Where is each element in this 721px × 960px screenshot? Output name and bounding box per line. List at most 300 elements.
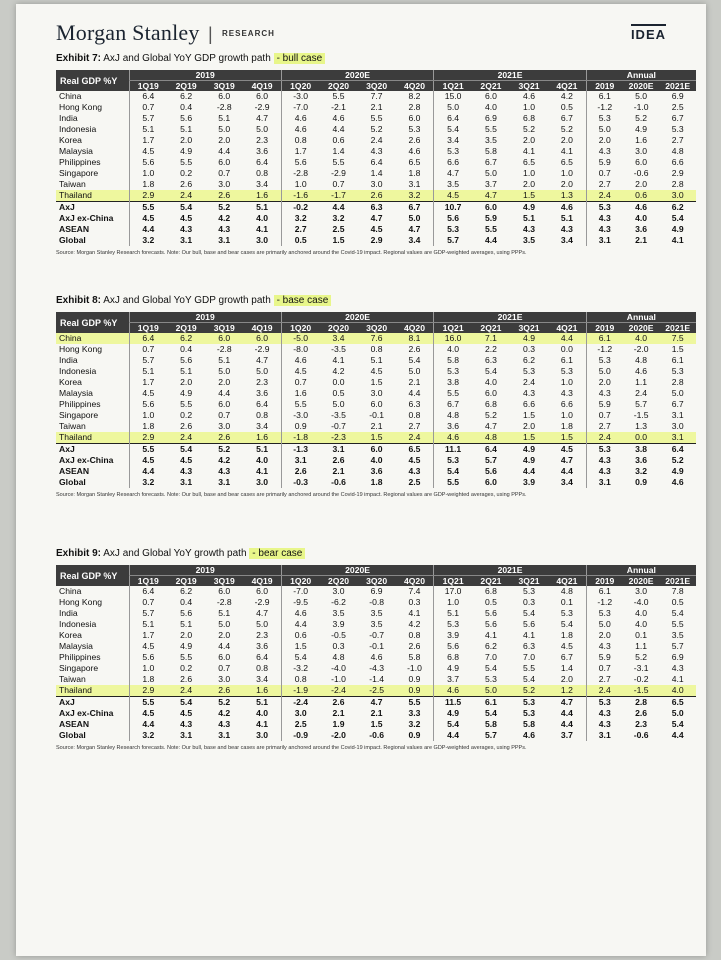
gdp-value: -3.5	[331, 410, 346, 420]
gdp-value: 6.3	[358, 202, 396, 214]
gdp-value: -0.9	[281, 730, 319, 741]
gdp-value: 4.5	[560, 641, 573, 651]
gdp-value: 6.0	[408, 113, 421, 123]
gdp-value: 6.7	[671, 399, 684, 409]
gdp-value: -2.8	[281, 168, 319, 179]
gdp-value: 4.9	[510, 333, 548, 344]
gdp-value: 6.1	[671, 355, 684, 365]
gdp-value: 0.9	[408, 730, 421, 740]
gdp-value: -0.6	[633, 168, 649, 178]
quarter-header: 4Q19	[243, 576, 281, 587]
gdp-value: -7.0	[281, 102, 319, 113]
gdp-value: 4.9	[671, 466, 684, 476]
gdp-value: 3.5	[671, 630, 684, 640]
gdp-value: 3.4	[434, 135, 472, 146]
gdp-value: 2.6	[635, 708, 648, 718]
gdp-value: 5.4	[167, 444, 205, 456]
gdp-value: 2.0	[586, 377, 623, 388]
gdp-value: 4.0	[256, 213, 269, 223]
gdp-value: 5.1	[243, 444, 281, 456]
gdp-value: -0.6	[369, 730, 385, 740]
gdp-value: 0.7	[586, 410, 623, 421]
gdp-value: -1.0	[331, 674, 346, 684]
division-label: RESEARCH	[222, 29, 275, 38]
gdp-value: 5.3	[671, 124, 684, 134]
gdp-value: 4.9	[671, 224, 684, 234]
gdp-value: 4.4	[560, 708, 573, 718]
table-row	[56, 685, 696, 697]
quarter-header: 4Q19	[243, 323, 281, 334]
gdp-value: -0.5	[331, 630, 346, 640]
gdp-value: 1.6	[635, 135, 648, 145]
gdp-value: 4.5	[129, 146, 167, 157]
gdp-value: 4.3	[180, 719, 193, 729]
gdp-value: 4.4	[129, 224, 167, 235]
gdp-value: 3.6	[256, 146, 269, 156]
quarter-header: 3Q20	[358, 323, 396, 334]
gdp-value: 5.1	[129, 124, 167, 135]
gdp-value: 4.5	[129, 708, 167, 719]
gdp-value: 6.2	[659, 202, 696, 214]
gdp-value: 5.3	[586, 608, 623, 619]
gdp-value: 5.3	[434, 619, 472, 630]
gdp-value: 3.5	[434, 179, 472, 190]
gdp-value: 3.0	[256, 477, 269, 487]
table-row	[56, 190, 696, 202]
gdp-value: 3.0	[635, 146, 648, 156]
table-row	[56, 674, 696, 685]
country-name: India	[59, 355, 78, 365]
gdp-value: 0.7	[129, 597, 167, 608]
exhibit-8	[56, 294, 696, 499]
gdp-value: 1.8	[408, 168, 421, 178]
gdp-value: 4.4	[671, 730, 684, 740]
gdp-value: 4.4	[281, 619, 319, 630]
gdp-value: 4.4	[218, 388, 231, 398]
gdp-value: 0.8	[281, 135, 319, 146]
country-name: Global	[59, 235, 86, 245]
gdp-value: 0.7	[218, 663, 231, 673]
exhibit-subtitle: AxJ and Global YoY GDP growth path	[103, 53, 271, 64]
gdp-value: 17.0	[434, 586, 472, 597]
gdp-value: 2.0	[523, 421, 535, 431]
gdp-value: 4.3	[523, 224, 535, 234]
gdp-value: 4.9	[434, 708, 472, 719]
gdp-value: 5.1	[129, 619, 167, 630]
gdp-value: 4.9	[523, 455, 535, 465]
gdp-value: 6.0	[205, 333, 243, 344]
gdp-value: 0.0	[332, 377, 345, 387]
gdp-value: 1.6	[243, 685, 281, 697]
gdp-value: 0.4	[180, 102, 193, 112]
gdp-value: -2.9	[254, 344, 270, 354]
gdp-value: 4.3	[180, 224, 193, 234]
gdp-value: 6.0	[472, 202, 510, 214]
country-name: Malaysia	[59, 641, 93, 651]
gdp-value: -2.4	[281, 697, 319, 709]
gdp-value: 6.4	[434, 113, 472, 124]
gdp-value: 8.1	[396, 333, 434, 344]
gdp-value: 0.9	[281, 421, 319, 432]
gdp-value: 5.4	[167, 202, 205, 214]
gdp-value: 5.8	[434, 355, 472, 366]
gdp-value: 1.5	[548, 432, 586, 444]
gdp-value: 4.0	[659, 685, 696, 697]
gdp-value: 2.1	[408, 377, 421, 387]
gdp-value: 6.9	[671, 652, 684, 662]
gdp-value: 5.7	[484, 455, 497, 465]
gdp-value: 6.4	[659, 444, 696, 456]
gdp-value: 6.8	[434, 652, 472, 663]
row-label-header: Real GDP %Y	[56, 565, 129, 586]
table-row	[56, 377, 696, 388]
gdp-value: 5.1	[243, 697, 281, 709]
gdp-value: 5.0	[635, 91, 648, 101]
gdp-value: 15.0	[434, 91, 472, 102]
gdp-value: 1.1	[635, 641, 648, 651]
gdp-value: 2.0	[523, 179, 535, 189]
gdp-value: -2.8	[216, 344, 232, 354]
gdp-value: 5.1	[560, 213, 573, 223]
gdp-value: 6.0	[243, 333, 281, 344]
table-row	[56, 168, 696, 179]
gdp-value: 6.7	[434, 399, 472, 410]
gdp-value: 3.6	[434, 421, 472, 432]
gdp-value: -2.9	[254, 597, 270, 607]
exhibit-title	[56, 547, 696, 561]
gdp-value: 5.9	[484, 213, 497, 223]
quarter-header: 4Q20	[396, 81, 434, 92]
table-row	[56, 597, 696, 608]
gdp-value: 5.7	[671, 641, 684, 651]
gdp-value: 4.8	[434, 410, 472, 421]
gdp-value: 3.0	[256, 235, 269, 245]
gdp-value: 2.7	[586, 179, 623, 190]
year-group-header: 2019	[129, 312, 281, 323]
gdp-value: -2.0	[331, 730, 346, 740]
gdp-value: 6.7	[671, 113, 684, 123]
gdp-value: -2.9	[331, 168, 346, 178]
gdp-value: 4.5	[129, 213, 167, 224]
gdp-value: 6.1	[586, 333, 623, 344]
gdp-value: 5.4	[484, 708, 497, 718]
gdp-value: 1.2	[548, 685, 586, 697]
gdp-value: 5.6	[434, 641, 472, 652]
gdp-value: -3.0	[281, 410, 319, 421]
quarter-header: 3Q19	[205, 81, 243, 92]
gdp-value: 2.1	[370, 421, 383, 431]
gdp-value: 5.5	[434, 477, 472, 488]
table-row	[56, 432, 696, 444]
gdp-value: 3.1	[180, 477, 193, 487]
quarter-header: 1Q21	[434, 81, 472, 92]
gdp-value: 1.6	[281, 388, 319, 399]
gdp-value: 5.5	[434, 388, 472, 399]
gdp-value: 2.9	[129, 190, 167, 202]
country-name: Korea	[59, 630, 82, 640]
gdp-value: 4.0	[635, 608, 648, 618]
quarter-header: 4Q21	[548, 576, 586, 587]
gdp-value: 1.7	[281, 146, 319, 157]
quarter-header: 4Q21	[548, 81, 586, 92]
gdp-value: 3.4	[408, 235, 421, 245]
gdp-value: 4.6	[281, 355, 319, 366]
gdp-value: 2.4	[396, 432, 434, 444]
gdp-value: 1.3	[548, 190, 586, 202]
gdp-value: -1.8	[281, 432, 319, 444]
gdp-value: 5.6	[129, 652, 167, 663]
gdp-value: 4.1	[256, 224, 269, 234]
gdp-value: 5.2	[484, 410, 497, 420]
country-name: Philippines	[59, 157, 101, 167]
gdp-value: 2.1	[370, 708, 383, 718]
gdp-value: 0.9	[635, 477, 648, 487]
table-row	[56, 124, 696, 135]
gdp-value: 4.7	[256, 608, 269, 618]
gdp-value: 5.3	[408, 124, 421, 134]
gdp-value: 3.6	[256, 388, 269, 398]
gdp-value: 0.8	[408, 410, 421, 420]
gdp-value: 7.0	[484, 652, 497, 662]
table-row	[56, 477, 696, 488]
gdp-value: 6.3	[408, 399, 421, 409]
gdp-value: 6.1	[560, 355, 573, 365]
table-row	[56, 333, 696, 344]
gdp-value: -9.5	[281, 597, 319, 608]
country-name: AxJ ex-China	[59, 708, 114, 718]
gdp-value: 4.1	[256, 719, 269, 729]
gdp-value: 4.9	[510, 444, 548, 456]
case-label: - bear case	[249, 548, 305, 559]
gdp-value: 7.5	[659, 333, 696, 344]
gdp-value: 3.0	[218, 421, 231, 431]
gdp-value: 4.0	[256, 708, 269, 718]
quarter-header: 2020E	[623, 81, 660, 92]
quarter-header: 2Q20	[319, 81, 357, 92]
gdp-value: 4.6	[548, 202, 586, 214]
gdp-value: 0.3	[408, 597, 421, 607]
gdp-value: 3.5	[370, 619, 383, 629]
gdp-value: 5.1	[218, 608, 231, 618]
gdp-value: 4.1	[523, 146, 535, 156]
quarter-header: 2Q19	[167, 81, 205, 92]
gdp-value: 5.4	[484, 366, 497, 376]
table-row	[56, 388, 696, 399]
gdp-value: 1.0	[560, 410, 573, 420]
gdp-value: 6.0	[218, 91, 231, 101]
gdp-value: 0.3	[332, 641, 345, 651]
quarter-header: 3Q21	[510, 323, 548, 334]
gdp-value: 0.0	[623, 432, 660, 444]
gdp-value: 7.0	[523, 652, 535, 662]
gdp-value: -1.3	[281, 444, 319, 456]
gdp-value: 2.6	[205, 190, 243, 202]
country-name: AxJ	[56, 697, 129, 709]
gdp-value: 6.6	[523, 399, 535, 409]
year-group-header: 2021E	[434, 70, 586, 81]
gdp-value: 2.1	[635, 235, 648, 245]
gdp-value: 6.9	[671, 91, 684, 101]
quarter-header: 2021E	[659, 323, 696, 334]
gdp-value: 5.2	[635, 652, 648, 662]
gdp-value: 2.3	[256, 630, 269, 640]
gdp-value: 0.8	[256, 663, 269, 673]
gdp-value: 1.4	[560, 663, 573, 673]
gdp-value: 4.3	[586, 146, 623, 157]
gdp-value: 4.5	[281, 366, 319, 377]
gdp-value: 5.2	[560, 124, 573, 134]
gdp-value: 2.5	[671, 102, 684, 112]
gdp-value: 0.2	[180, 663, 193, 673]
gdp-value: 1.7	[129, 377, 167, 388]
gdp-value: -3.1	[633, 663, 649, 673]
gdp-value: 0.7	[332, 179, 345, 189]
gdp-value: -0.7	[369, 630, 385, 640]
gdp-value: 6.7	[484, 157, 497, 167]
table-row	[56, 730, 696, 741]
gdp-value: 3.2	[129, 730, 167, 741]
gdp-table	[56, 312, 696, 488]
gdp-value: 5.3	[523, 708, 535, 718]
gdp-value: 3.2	[408, 719, 421, 729]
gdp-value: 4.9	[434, 663, 472, 674]
gdp-value: 5.0	[586, 619, 623, 630]
gdp-value: 4.7	[548, 697, 586, 709]
quarter-header: 2Q19	[167, 323, 205, 334]
gdp-value: 2.2	[484, 344, 497, 354]
gdp-value: 1.8	[370, 477, 383, 487]
gdp-value: 5.6	[129, 399, 167, 410]
gdp-value: 6.2	[523, 355, 535, 365]
case-label: - bull case	[274, 53, 326, 64]
gdp-value: 4.3	[671, 663, 684, 673]
source-note: Source: Morgan Stanley Research forecasts. Note: Our bull, base and bear cases are primarily anchored around the Covid-19 impact. Regional values are GDP-weighted averages, using PPPs.	[56, 745, 527, 751]
gdp-value: 2.6	[408, 135, 421, 145]
gdp-value: 3.1	[671, 410, 684, 420]
gdp-value: 4.0	[623, 333, 660, 344]
gdp-value: 2.7	[586, 421, 623, 432]
exhibit-7	[56, 52, 696, 257]
quarter-header: 2021E	[659, 81, 696, 92]
gdp-value: 4.4	[332, 124, 345, 134]
gdp-value: 5.3	[586, 444, 623, 456]
gdp-value: -1.9	[281, 685, 319, 697]
gdp-value: 5.0	[586, 124, 623, 135]
country-name: China	[59, 586, 82, 596]
gdp-value: -2.0	[633, 344, 649, 354]
gdp-value: 2.9	[129, 685, 167, 697]
gdp-value: 3.1	[180, 235, 193, 245]
gdp-value: 2.6	[332, 455, 345, 465]
gdp-value: 1.5	[370, 719, 383, 729]
gdp-value: 4.3	[586, 224, 623, 235]
gdp-value: 4.3	[586, 708, 623, 719]
gdp-value: 4.3	[586, 455, 623, 466]
gdp-value: 3.3	[408, 708, 421, 718]
gdp-value: 6.6	[434, 157, 472, 168]
gdp-value: 6.6	[560, 399, 573, 409]
gdp-value: 5.5	[484, 124, 497, 134]
gdp-value: 4.7	[434, 168, 472, 179]
gdp-value: 4.5	[129, 455, 167, 466]
gdp-value: 3.1	[586, 730, 623, 741]
gdp-value: 2.0	[560, 179, 573, 189]
source-note: Source: Morgan Stanley Research forecasts. Note: Our bull, base and bear cases are primarily anchored around the Covid-19 impact. Regional values are GDP-weighted averages, using PPPs.	[56, 492, 527, 498]
country-name: Taiwan	[59, 674, 86, 684]
gdp-value: 5.5	[129, 444, 167, 456]
gdp-value: 3.1	[218, 730, 231, 740]
gdp-value: -4.0	[633, 597, 649, 607]
gdp-value: 4.6	[281, 608, 319, 619]
gdp-value: 6.2	[167, 333, 205, 344]
case-label: - base case	[274, 295, 332, 306]
gdp-value: 5.2	[370, 124, 383, 134]
gdp-value: 1.0	[129, 663, 167, 674]
table-row	[56, 410, 696, 421]
gdp-value: 1.9	[332, 719, 345, 729]
year-group-header: Annual	[586, 312, 696, 323]
table-row	[56, 224, 696, 235]
gdp-value: 3.0	[256, 730, 269, 740]
gdp-value: 0.2	[180, 168, 193, 178]
gdp-value: 4.3	[586, 719, 623, 730]
quarter-header: 4Q19	[243, 81, 281, 92]
country-name: Singapore	[59, 410, 99, 420]
gdp-value: 4.3	[218, 224, 231, 234]
gdp-value: 4.2	[218, 455, 231, 465]
year-group-header: Annual	[586, 565, 696, 576]
gdp-value: 5.0	[408, 213, 421, 223]
country-name: AxJ	[56, 202, 129, 214]
gdp-value: 3.5	[484, 135, 497, 145]
gdp-value: 5.6	[523, 619, 535, 629]
quarter-header: 1Q19	[129, 323, 167, 334]
gdp-value: 0.1	[560, 597, 573, 607]
gdp-value: 5.2	[510, 685, 548, 697]
gdp-value: 3.0	[370, 179, 383, 189]
gdp-value: 5.0	[256, 619, 269, 629]
gdp-value: 5.3	[484, 674, 497, 684]
gdp-value: 5.4	[523, 674, 535, 684]
gdp-value: 3.4	[319, 333, 357, 344]
gdp-value: 5.3	[434, 366, 472, 377]
brand-logo: Morgan Stanley	[56, 20, 200, 45]
gdp-value: 0.7	[218, 410, 231, 420]
gdp-value: -2.3	[319, 432, 357, 444]
gdp-value: 0.4	[180, 344, 193, 354]
gdp-value: 1.5	[671, 344, 684, 354]
gdp-value: 2.6	[205, 685, 243, 697]
quarter-header: 1Q19	[129, 81, 167, 92]
gdp-value: 5.5	[671, 619, 684, 629]
country-name: Taiwan	[59, 179, 86, 189]
gdp-value: 4.5	[180, 708, 193, 718]
gdp-value: 4.6	[523, 730, 535, 740]
gdp-value: 2.8	[623, 697, 660, 709]
quarter-header: 2019	[586, 576, 623, 587]
gdp-value: 0.7	[218, 168, 231, 178]
gdp-value: 1.7	[129, 630, 167, 641]
country-name: AxJ ex-China	[59, 213, 114, 223]
report-header	[56, 20, 666, 50]
table-row	[56, 146, 696, 157]
gdp-value: 1.0	[523, 102, 535, 112]
gdp-value: -1.4	[369, 674, 385, 684]
country-name: Malaysia	[59, 388, 93, 398]
gdp-value: 5.4	[671, 719, 684, 729]
quarter-header: 1Q20	[281, 81, 319, 92]
gdp-value: 4.9	[635, 124, 648, 134]
